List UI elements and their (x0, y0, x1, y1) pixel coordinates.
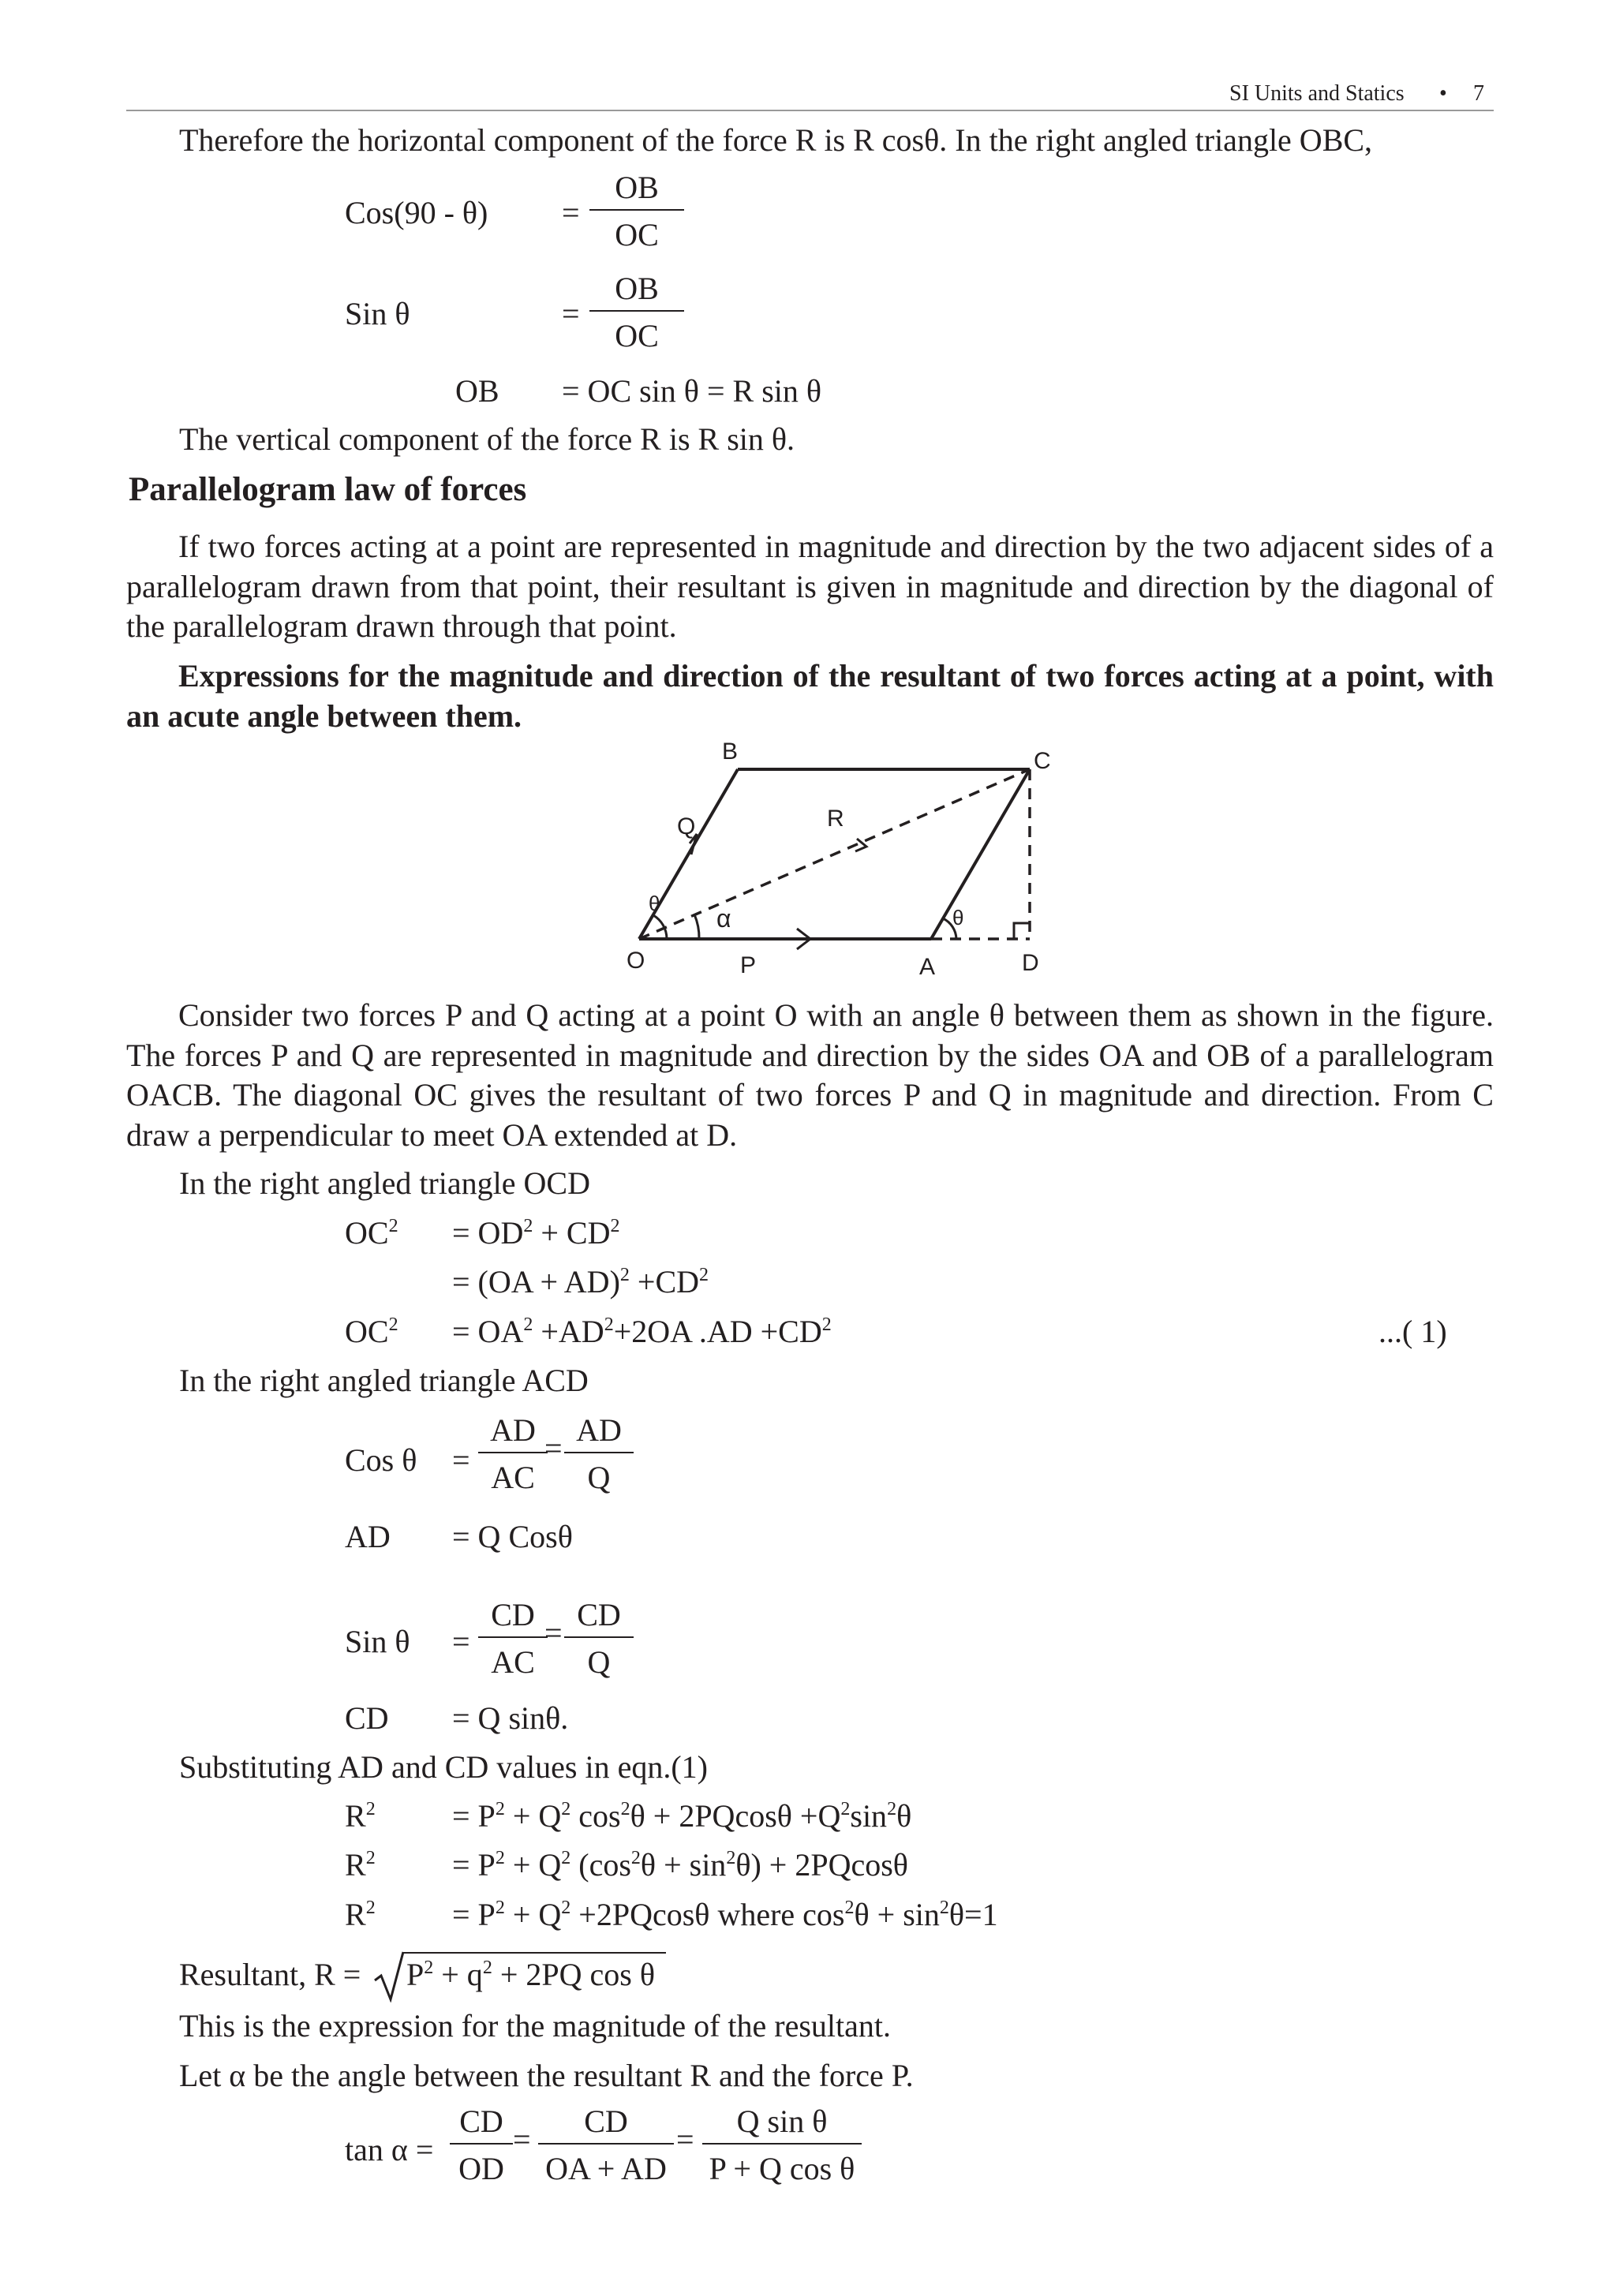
numerator: CD (491, 1597, 535, 1632)
eq-row1-equals: = (562, 195, 580, 230)
fraction-bar (564, 1636, 634, 1638)
resultant-label: Resultant, R = (179, 1957, 361, 1992)
label-theta-o: θ (649, 892, 660, 915)
parallelogram-diagram (615, 738, 1073, 982)
cd-rhs: = Q sinθ. (452, 1700, 569, 1736)
eq-row1-lhs: Cos(90 - θ) (345, 195, 488, 230)
label-theta-a: θ (952, 906, 964, 929)
r2-row1-lhs: $R^2$ (345, 1798, 376, 1834)
label-a: A (919, 954, 936, 980)
denominator: Q (587, 1644, 611, 1680)
numerator: AD (576, 1412, 622, 1448)
cos-equals: = (452, 1442, 470, 1478)
angle-theta-o-arc (653, 915, 667, 939)
intro-line: Therefore the horizontal component of the force R is R cosθ. In the right angled triangle OBC, (179, 122, 1373, 158)
numerator: OB (615, 271, 659, 306)
header-bullet: • (1439, 81, 1447, 106)
law-paragraph: If two forces acting at a point are represented in magnitude and direction by the two adjacent sides of a parallelogram drawn from that point, their resultant is given in magnitude and direction by the diagonal of the parallelogram drawn through that point. (126, 529, 1494, 644)
ocd-row3-lhs: $OC^2$ (345, 1314, 398, 1349)
fraction-bar (538, 2143, 674, 2145)
denominator: OA + AD (545, 2151, 667, 2186)
sqrt-sign (373, 1950, 405, 2002)
ocd-row1-lhs: $OC^2$ (345, 1215, 398, 1251)
ocd-row2-rhs: = $(OA + AD)^2 +CD^2$ (452, 1264, 709, 1299)
vertical-component-line: The vertical component of the force R is R sin θ. (179, 421, 795, 457)
resultant-expression: $P^2 + q^2 + 2PQ$ cos θ (406, 1957, 655, 1992)
fraction-cd-od (450, 2103, 513, 2187)
label-c: C (1034, 748, 1051, 774)
eq-row3-lhs: OB (455, 373, 499, 409)
sin-equals: = (452, 1624, 470, 1659)
denominator: OC (615, 318, 659, 353)
label-b: B (722, 739, 739, 765)
r2-row2-lhs: $R^2$ (345, 1847, 376, 1883)
equation-tag-1: ...( 1) (1378, 1314, 1447, 1349)
r2-row2-rhs: = $P^2 + Q^2$ $(\cos^2\theta + \sin^2\theta) + 2PQcos\theta$ (452, 1847, 908, 1883)
tan-lhs: tan α = (345, 2132, 434, 2167)
label-p: P (740, 952, 757, 978)
ocd-intro: In the right angled triangle OCD (179, 1165, 590, 1201)
r2-row1-rhs: = $P^2 + Q^2$ $\cos^2\theta + 2PQcos\theta +Q^2\sin^2\theta$ (452, 1798, 912, 1834)
numerator: OB (615, 170, 659, 205)
fraction-bar (478, 1452, 548, 1453)
eq-row3-rhs: = OC sin θ = R sin θ (562, 373, 822, 409)
denominator: OD (458, 2151, 504, 2186)
cos-lhs: Cos θ (345, 1442, 417, 1478)
label-r: R (827, 806, 844, 832)
tan-equals-2: = (676, 2122, 694, 2157)
label-o: O (627, 948, 645, 974)
denominator: AC (491, 1644, 535, 1680)
denominator: P + Q cos θ (709, 2151, 855, 2186)
alpha-line: Let α be the angle between the resultant R and the force P. (179, 2058, 914, 2093)
header-rule (126, 110, 1494, 111)
denominator: OC (615, 217, 659, 252)
numerator: AD (490, 1412, 536, 1448)
ocd-row1-rhs: = $OD^2 + CD^2$ (452, 1215, 620, 1251)
denominator: AC (491, 1460, 535, 1495)
numerator: Q sin θ (736, 2103, 828, 2139)
r2-row3-rhs: = $P^2 + Q^2 +2PQcos\theta$ where $\cos^2\theta + \sin^2\theta=1$ (452, 1897, 998, 1932)
expression-heading-text: Expressions for the magnitude and direction of the resultant of two forces acting at a point, with an acute angle between them. (126, 658, 1494, 734)
ocd-row3-rhs: = $OA^2 +AD^2+2OA$ $.AD +CD^2$ (452, 1314, 832, 1349)
fraction-bar (589, 209, 684, 211)
eq-row2-equals: = (562, 296, 580, 331)
acd-intro: In the right angled triangle ACD (179, 1363, 589, 1398)
fraction-cd-ac (478, 1597, 548, 1681)
cd-lhs: CD (345, 1700, 389, 1736)
fraction-ad-q (564, 1412, 634, 1496)
label-d: D (1022, 950, 1039, 976)
consider-paragraph: Consider two forces P and Q acting at a point O with an angle θ between them as shown in the figure. The forces P and Q are represented in magnitude and direction by the sides OA and OB of a parallelogram OACB. The diagonal OC gives the resultant of two forces P and Q in magnitude and direction. From C draw a perpendicular to meet OA extended at D. (126, 997, 1494, 1153)
page-number: 7 (1473, 81, 1484, 106)
fraction-ob-oc-2 (589, 271, 684, 354)
diagonal-oc (639, 769, 1030, 939)
label-alpha: α (716, 904, 731, 933)
side-ac (931, 769, 1030, 939)
fraction-cd-q (564, 1597, 634, 1681)
fraction-bar (564, 1452, 634, 1453)
angle-alpha-arc (694, 914, 699, 939)
eq-row2-lhs: Sin θ (345, 296, 410, 331)
tan-equals-1: = (513, 2122, 531, 2157)
fraction-qsin-pqcos (702, 2103, 862, 2187)
section-title: Parallelogram law of forces (129, 471, 527, 508)
r2-row3-lhs: $R^2$ (345, 1897, 376, 1932)
substitution-line: Substituting AD and CD values in eqn.(1) (179, 1749, 708, 1785)
fraction-ad-ac (478, 1412, 548, 1496)
magnitude-line: This is the expression for the magnitude of the resultant. (179, 2008, 892, 2044)
fraction-bar (702, 2143, 862, 2145)
sin-lhs: Sin θ (345, 1624, 410, 1659)
right-angle-mark (1014, 923, 1030, 939)
denominator: Q (587, 1460, 611, 1495)
sin-mid-equals: = (544, 1615, 563, 1651)
ad-lhs: AD (345, 1519, 391, 1554)
numerator: CD (584, 2103, 628, 2139)
cos-mid-equals: = (544, 1430, 563, 1466)
fraction-ob-oc-1 (589, 170, 684, 253)
expression-heading (126, 656, 1494, 736)
ad-rhs: = Q Cosθ (452, 1519, 573, 1554)
running-title: SI Units and Statics (1229, 81, 1405, 106)
sqrt-vinculum (403, 1952, 666, 1954)
numerator: CD (459, 2103, 503, 2139)
fraction-cd-oa-ad (538, 2103, 674, 2187)
label-q: Q (677, 813, 696, 839)
fraction-bar (450, 2143, 513, 2145)
fraction-bar (589, 310, 684, 312)
fraction-bar (478, 1636, 548, 1638)
numerator: CD (577, 1597, 621, 1632)
